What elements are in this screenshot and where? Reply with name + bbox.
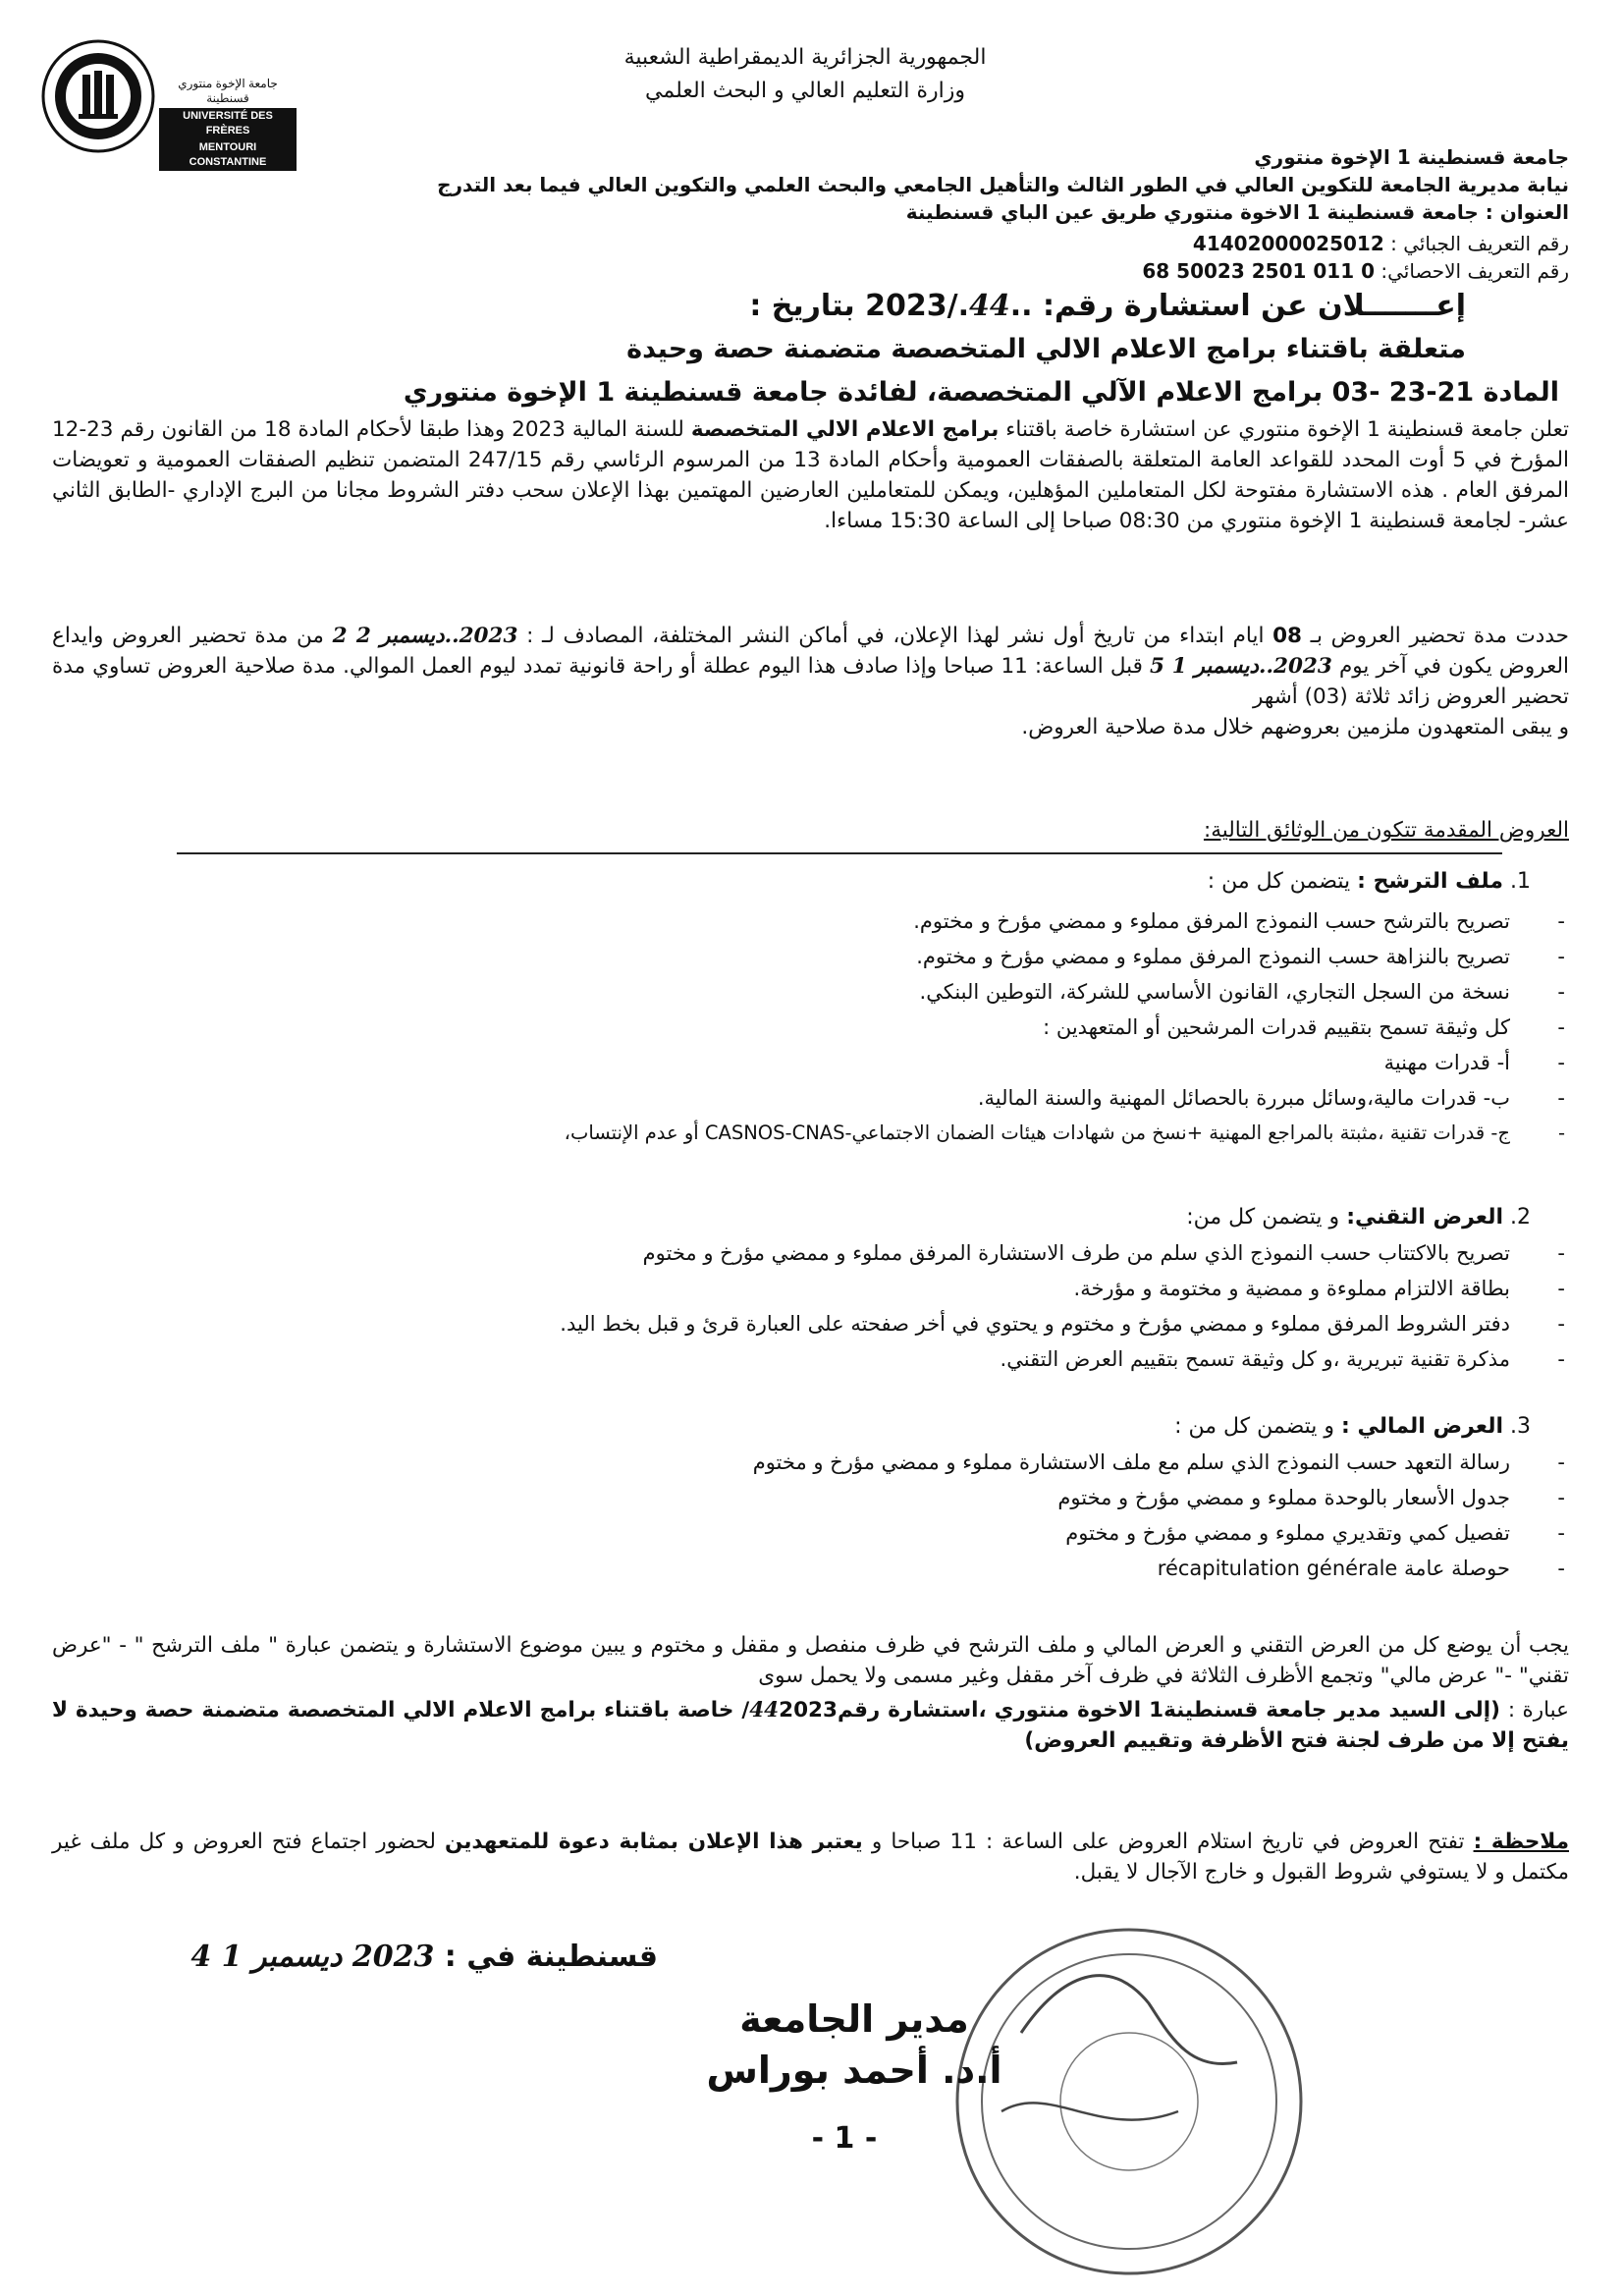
section-1-item: - أ- قدرات مهنية	[52, 1045, 1569, 1080]
section-3-item: - تفصيل كمي وتقديري مملوء و ممضي مؤرخ و مختوم	[52, 1515, 1569, 1551]
stat-id-value: 0 011 2501 50023 68	[1142, 259, 1376, 283]
place-label: قسنطينة في :	[444, 1940, 658, 1974]
section-2-item: - دفتر الشروط المرفق مملوء و ممضي مؤرخ و مختوم و يحتوي في أخر صفحته على العبارة قرئ و قبل بخط اليد.	[52, 1306, 1569, 1341]
signatory-title: مدير الجامعة	[739, 1997, 969, 2041]
title-year: ./2023	[865, 289, 969, 323]
university-logo	[39, 37, 295, 168]
university-name: جامعة قسنطينة 1 الإخوة منتوري	[1254, 145, 1569, 169]
section-3-sub: و يتضمن كل من :	[1174, 1414, 1335, 1439]
logo-arabic-name: جامعة الإخوة منتوري قسنطينة	[178, 77, 278, 105]
section-3-number: .3	[1510, 1414, 1531, 1439]
section-2-item: - تصريح بالاكتتاب حسب النموذج الذي سلم من طرف الاستشارة المرفق مملوء و ممضي مؤرخ و مختوم	[52, 1235, 1569, 1271]
official-stamp-icon	[943, 1915, 1316, 2288]
address: العنوان : جامعة قسنطينة 1 الاخوة منتوري طريق عين الباي قسنطينة	[905, 200, 1569, 224]
state-header	[550, 41, 1060, 108]
section-2-item: - مذكرة تقنية تبريرية ،و كل وثيقة تسمح بتقييم العرض التقني.	[52, 1341, 1569, 1377]
republic-name: الجمهورية الجزائرية الديمقراطية الشعبية	[623, 45, 987, 70]
section-2-item: - بطاقة الالتزام مملوءة و ممضية و مختومة و مؤرخة.	[52, 1271, 1569, 1306]
note-text-c: لحضور اجتماع فتح العروض و كل ملف غير مكتمل و لا يستوفي شروط القبول و خارج الآجال لا يقبل.	[52, 1830, 1569, 1885]
section-1-item: - نسخة من السجل التجاري، القانون الأساسي للشركة، التوطين البنكي.	[52, 974, 1569, 1010]
note-text-b: يعتبر هذا الإعلان بمثابة دعوة للمتعهدين	[444, 1830, 863, 1854]
section-candidacy	[52, 864, 1569, 1151]
section-3-title: العرض المالي :	[1341, 1414, 1503, 1439]
envelope-phrase-a: (إلى السيد مدير جامعة قسنطينة1 الاخوة منتوري ،استشارة رقم	[837, 1698, 1500, 1722]
section-technical-offer	[52, 1200, 1569, 1377]
subject-line-2: المادة 21-23 -03 برامج الاعلام الآلي المتخصصة، لفائدة جامعة قسنطينة 1 الإخوة منتوري	[403, 377, 1559, 408]
place-date-line	[190, 1940, 658, 1974]
section-1-item: - ج- قدرات تقنية ،مثبتة بالمراجع المهنية +نسخ من شهادات هيئات الضمان الاجتماعي-CASNOS-CNAS أو عدم الإنتساب،	[52, 1116, 1569, 1151]
envelope-number-handwritten: 44	[749, 1698, 780, 1722]
deadline-paragraph	[52, 621, 1569, 742]
section-1-item: - كل وثيقة تسمح بتقييم قدرات المرشحين أو المتعهدين :	[52, 1010, 1569, 1045]
announcement-title	[189, 285, 1559, 414]
deadline-days: 08	[1272, 624, 1303, 648]
stat-id-label: رقم التعريف الاحصائي:	[1380, 259, 1569, 283]
note-paragraph	[52, 1827, 1569, 1887]
tax-id-value: 41402000025012	[1192, 232, 1384, 255]
section-3-item: - جدول الأسعار بالوحدة مملوء و ممضي مؤرخ و مختوم	[52, 1480, 1569, 1515]
signatory-name: أ.د. أحمد بوراس	[706, 2049, 1002, 2092]
page-number: - 1 -	[811, 2121, 878, 2156]
envelope-phrase-c: 2023/ خاصة باقتناء برامج الاعلام الالي المتخصصة متضمنة حصة وحيدة لا يفتح إلا من طرف لجنة فتح الأظرفة وتقييم العروض)	[52, 1698, 1569, 1753]
section-1-item: - ب- قدرات مالية،وسائل مبررة بالحصائل المهنية والسنة المالية.	[52, 1080, 1569, 1116]
university-seal-icon	[39, 37, 157, 155]
section-2-title: العرض التقني:	[1346, 1205, 1503, 1230]
envelope-text: يجب أن يوضع كل من العرض التقني و العرض المالي و ملف الترشح في ظرف منفصل و مقفل و مختوم و يبين موضوع الاستشارة و يتضمن عبارة " ملف الترشح " - "عرض تقني" -" عرض مالي" وتجمع الأظرف الثلاثة في ظرف آخر مقفل وغير مسمى ولا يحمل سوى	[52, 1633, 1569, 1688]
tax-id-label: رقم التعريف الجبائي :	[1390, 232, 1569, 255]
separator-line	[177, 852, 1502, 854]
documents-heading: العروض المقدمة تتكون من الوثائق التالية:	[1203, 818, 1569, 843]
signature-block	[648, 1994, 1060, 2096]
envelope-phrase-label: عبارة :	[1507, 1698, 1569, 1722]
section-3-item: - رسالة التعهد حسب النموذج الذي سلم مع ملف الاستشارة مملوء و ممضي مؤرخ و مختوم	[52, 1445, 1569, 1480]
note-label: ملاحظة :	[1473, 1830, 1570, 1854]
section-2-sub: و يتضمن كل من:	[1186, 1205, 1340, 1230]
section-financial-offer	[52, 1409, 1569, 1586]
vice-rectorate: نيابة مديرية الجامعة للتكوين العالي في الطور الثالث والتأهيل الجامعي والبحث العلمي والتكوين العالي فيما بعد التدرج	[437, 173, 1569, 196]
validity-text: مدة صلاحية العروض تساوي مدة تحضير العروض زائد ثلاثة (03) أشهر	[52, 654, 1569, 709]
title-number-handwritten: 44	[969, 289, 1010, 323]
note-text-a: تفتح العروض في تاريخ استلام العروض على الساعة : 11 صباحا و	[871, 1830, 1465, 1854]
subject-line-1: متعلقة باقتناء برامج الاعلام الالي المتخصصة متضمنة حصة وحيدة	[626, 334, 1466, 364]
section-1-item: - تصريح بالترشح حسب النموذج المرفق مملوء و ممضي مؤرخ و مختوم.	[52, 903, 1569, 939]
deposit-date-handwritten: 2023..ديسمبر 1 5	[1150, 654, 1332, 679]
intro-paragraph	[52, 414, 1569, 536]
section-1-title: ملف الترشح :	[1357, 869, 1503, 894]
intro-text-a: تعلن جامعة قسنطينة 1 الإخوة منتوري عن استشارة خاصة باقتناء	[1005, 417, 1569, 442]
signing-date-stamp: 2023 ديسمبر 1 4	[190, 1940, 435, 1974]
section-1-number: .1	[1510, 869, 1531, 894]
intro-text-c: للسنة المالية 2023 وهذا طبقا لأحكام المادة 18 من القانون رقم 23-12 المؤرخ في 5 أوت المحدد للقواعد العامة المتعلقة بالصفقات العمومية وأحكام المادة 13 من المرسوم الرئاسي رقم 247/15 المتضمن تنظيم الصفقات العمومية و تعويضات المرفق العام . هذه الاستشارة مفتوحة لكل المتعاملين المؤهلين، ويمكن للمتعاملين العارضين المهتمين بهذا الإعلان سحب دفتر الشروط مجانا من البرج الإداري -الطابق الثاني عشر- لجامعة قسنطينة 1 الإخوة منتوري من 08:30 صباحا إلى الساعة 15:30 مساءا.	[52, 417, 1569, 533]
publication-date-handwritten: 2023..ديسمبر 2 2	[332, 624, 518, 648]
deadline-text-a: حددت مدة تحضير العروض بـ	[1310, 624, 1569, 648]
deadline-text-d: قبل الساعة: 11 صباحا وإذا صادف هذا اليوم عطلة أو راحة قانونية تمدد ليوم العمل الموالي.	[343, 654, 1143, 679]
section-1-sub: يتضمن كل من :	[1207, 869, 1351, 894]
ministry-name: وزارة التعليم العالي و البحث العلمي	[645, 79, 965, 103]
envelope-instructions	[52, 1630, 1569, 1756]
deadline-text-c: من مدة تحضير العروض وايداع العروض يكون في آخر يوم	[52, 624, 1569, 679]
logo-french-name-2: MENTOURI CONSTANTINE	[159, 139, 297, 171]
deadline-text-b: ايام ابتداء من تاريخ أول نشر لهذا الإعلان، في أماكن النشر المختلفة، المصادف لـ :	[526, 624, 1265, 648]
title-date: بتاريخ :	[749, 289, 855, 323]
section-1-item: - تصريح بالنزاهة حسب النموذج المرفق مملوء و ممضي مؤرخ و مختوم.	[52, 939, 1569, 974]
title-prefix: إعـــــــلان عن استشارة رقم: ..	[1009, 289, 1466, 323]
section-3-item: - حوصلة عامة récapitulation générale	[52, 1551, 1569, 1586]
validity-commitment: و يبقى المتعهدون ملزمين بعروضهم خلال مدة صلاحية العروض.	[1021, 715, 1569, 739]
section-2-number: .2	[1510, 1205, 1531, 1230]
logo-french-name-1: UNIVERSITÉ DES FRÈRES	[159, 108, 297, 139]
intro-text-b: برامج الاعلام الالي المتخصصة	[690, 417, 1000, 442]
institution-info	[391, 143, 1569, 285]
